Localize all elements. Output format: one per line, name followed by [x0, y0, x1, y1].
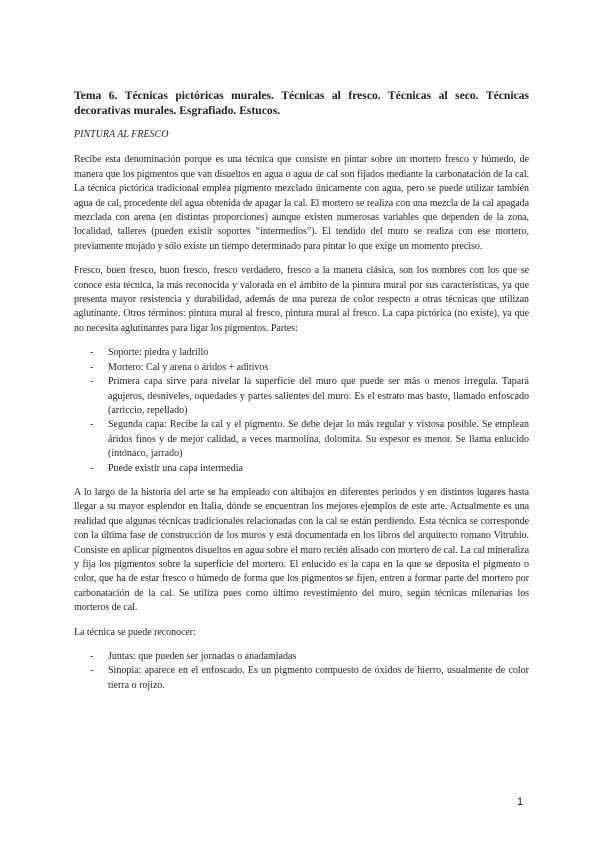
document-title: Tema 6. Técnicas pictóricas murales. Técnicas al fresco. Técnicas al seco. Técnicas decorativas murales. Esgrafiado. Estucos.: [74, 89, 529, 117]
list-item: - Primera capa sirve para nivelar la superficie del muro que puede ser más o menos irregula. Tapará agujeros, desniveles, oquedades y partes salientes del muro. Es el estrato mas basto, llamado enfoscado (arriccio, repellado): [74, 375, 529, 418]
section-heading: PINTURA AL FRESCO: [74, 129, 169, 140]
list-item: - Mortero: Cal y arena o áridos + aditivos: [74, 361, 529, 375]
list-item: - Sinopia: aparece en el enfoscado. Es un pigmento compuesto de óxidos de hierro, usualmente de color tierra o rojizo.: [74, 664, 529, 693]
paragraph-history: A lo largo de la historia del arte se ha empleado con altibajos en diferentes periodos y en distintos lugares hasta llegar a su mayor esplendor en Italia, dónde se encuentran los mejores ejemplos de este arte. Actualmente es una realidad que algunas técnicas tradicionales relacionadas con la cal se están perdiendo. Esta técnica se corresponde con la última fase de construcción de los muros y está documentada en los libros del arquitecto romano Vitrubio. Consiste en aplicar pigmentos disueltos en agua sobre el muro recién alisado con mortero de cal. La cal mineraliza y fija los pigmentos sobre la superficie del mortero. El enlucido es la capa en la que se deposita el pigmento o color, que ha de estar fresco o húmedo de forma que los pigmentos se fijen, entren a formar parte del mortero por carbonatación de la cal. Se utiliza pues como último revestimiento del muro, según técnicas milenarias los morteros de cal.: [74, 486, 529, 614]
paragraph-names: Fresco, buen fresco, buon fresco, fresco verdadero, fresco a la manera clásica, son los nombres con los que se conoce esta técnica, la más reconocida y valorada en el ámbito de la pintura mural por sus características, ya que presenta mayor resistencia y durabilidad, además de una pureza de color respecto a otras técnicas que utilizan aglutinante. Otros términos: pintura mural al fresco, pintura mural al fresco. La capa pictórica (no existe), ya que no necesita aglutinantes para ligar los pigmentos. Partes:: [74, 265, 529, 334]
recognize-list: [74, 650, 529, 693]
paragraph-intro: Recibe esta denominación porque es una técnica que consiste en pintar sobre un mortero fresco y húmedo, de manera que los pigmentos que van disueltos en agua o agua de cal son fijados mediante la carbonatación de la cal. La técnica pictórica tradicional emplea pigmento mezclado únicamente con agua, pero se puede utilizar también agua de cal, procedente del agua obtenida de apagar la cal. El mortero se realiza con una mezcla de la cal apagada mezclada con arena (en distintas proporciones) aunque existen numerosas variables que dependen de la zona, localidad, talleres (pueden existir soportes “intermedios”). El tendido del muro se realiza con ese mortero, previamente mojado y sólo existe un tiempo determinado para pintar lo que exige un momento preciso.: [74, 154, 529, 252]
paragraph-recognize: La técnica se puede reconocer:: [74, 626, 196, 638]
list-item: - Segunda capa: Recibe la cal y el pigmento. Se debe dejar lo más regular y vistosa posible. Se emplean áridos finos y de mejor calidad, a veces marmolina, dolomita. Su espesor es menor. Se llama enlucido (intónaco, jarrado): [74, 418, 529, 461]
parts-list: [74, 346, 529, 476]
list-item: - Soporte: piedra y ladrillo: [74, 346, 529, 360]
page-number: 1: [517, 796, 524, 808]
list-item: - Juntas: que pueden ser jornadas o anadamiadas: [74, 650, 529, 664]
list-item: - Puede existir una capa intermedia: [74, 462, 529, 476]
document-page: [74, 88, 529, 703]
